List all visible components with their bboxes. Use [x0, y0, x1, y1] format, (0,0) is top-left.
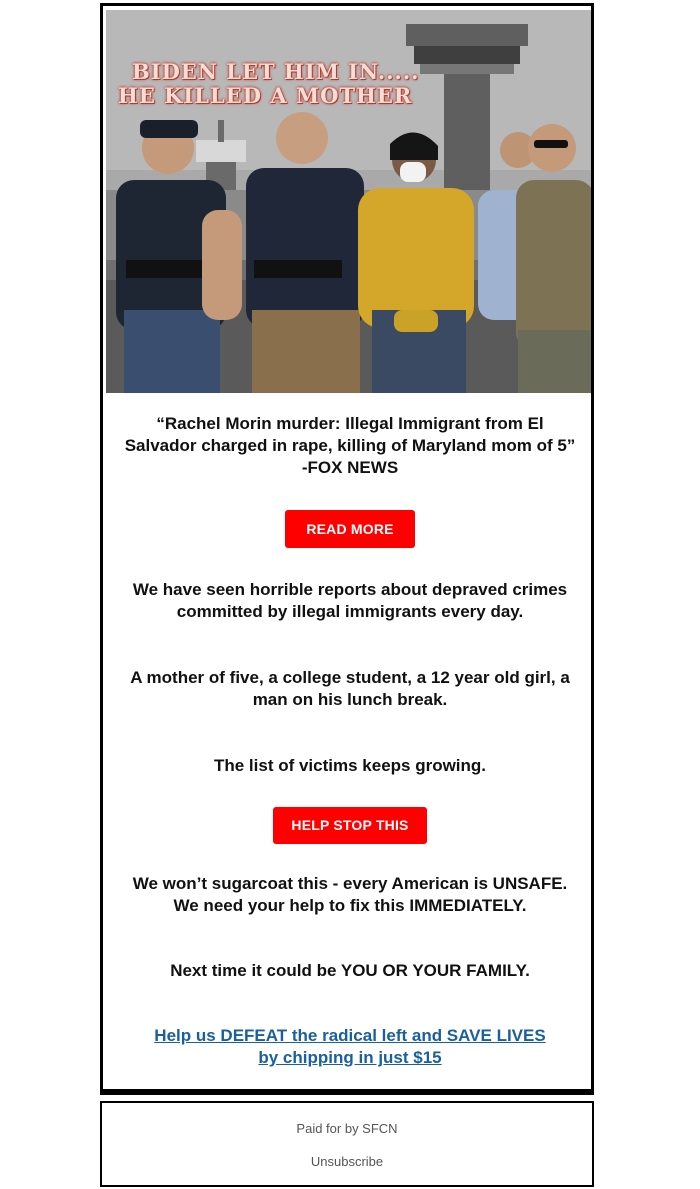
news-source: -FOX NEWS: [301, 458, 399, 477]
news-quote: “Rachel Morin murder: Illegal Immigrant from El Salvador charged in rape, killing of Maryland mom of 5”: [124, 414, 576, 455]
paragraph-reports: We have seen horrible reports about depraved crimes committed by illegal immigrants every day.: [132, 580, 568, 621]
paragraph-list-growing: The list of victims keeps growing.: [213, 756, 487, 775]
unsubscribe-link[interactable]: Unsubscribe: [310, 1154, 384, 1169]
paragraph-unsafe: [120, 873, 580, 917]
read-more-button[interactable]: READ MORE: [285, 510, 415, 548]
hero-headline-line-2: HE KILLED A MOTHER: [118, 83, 413, 108]
email-body: [100, 3, 594, 1095]
paragraph-your-family: Next time it could be YOU OR YOUR FAMILY.: [170, 961, 530, 980]
paragraph-unsafe-line-1: We won’t sugarcoat this - every American is UNSAFE.: [132, 874, 568, 893]
help-stop-this-button[interactable]: HELP STOP THIS: [273, 807, 427, 844]
paid-for-disclaimer: Paid for by SFCN: [296, 1121, 398, 1136]
email-content: [106, 393, 594, 1069]
hero-headline: [112, 60, 452, 108]
email-footer: [100, 1101, 594, 1187]
hero-headline-line-1: BIDEN LET HIM IN.....: [132, 59, 420, 84]
hero-image[interactable]: [106, 10, 594, 393]
paragraph-victims-list: A mother of five, a college student, a 12 year old girl, a man on his lunch break.: [130, 668, 570, 709]
donate-link[interactable]: Help us DEFEAT the radical left and SAVE LIVES by chipping in just $15: [154, 1026, 546, 1067]
paragraph-unsafe-line-2: We need your help to fix this IMMEDIATELY.: [173, 896, 527, 915]
